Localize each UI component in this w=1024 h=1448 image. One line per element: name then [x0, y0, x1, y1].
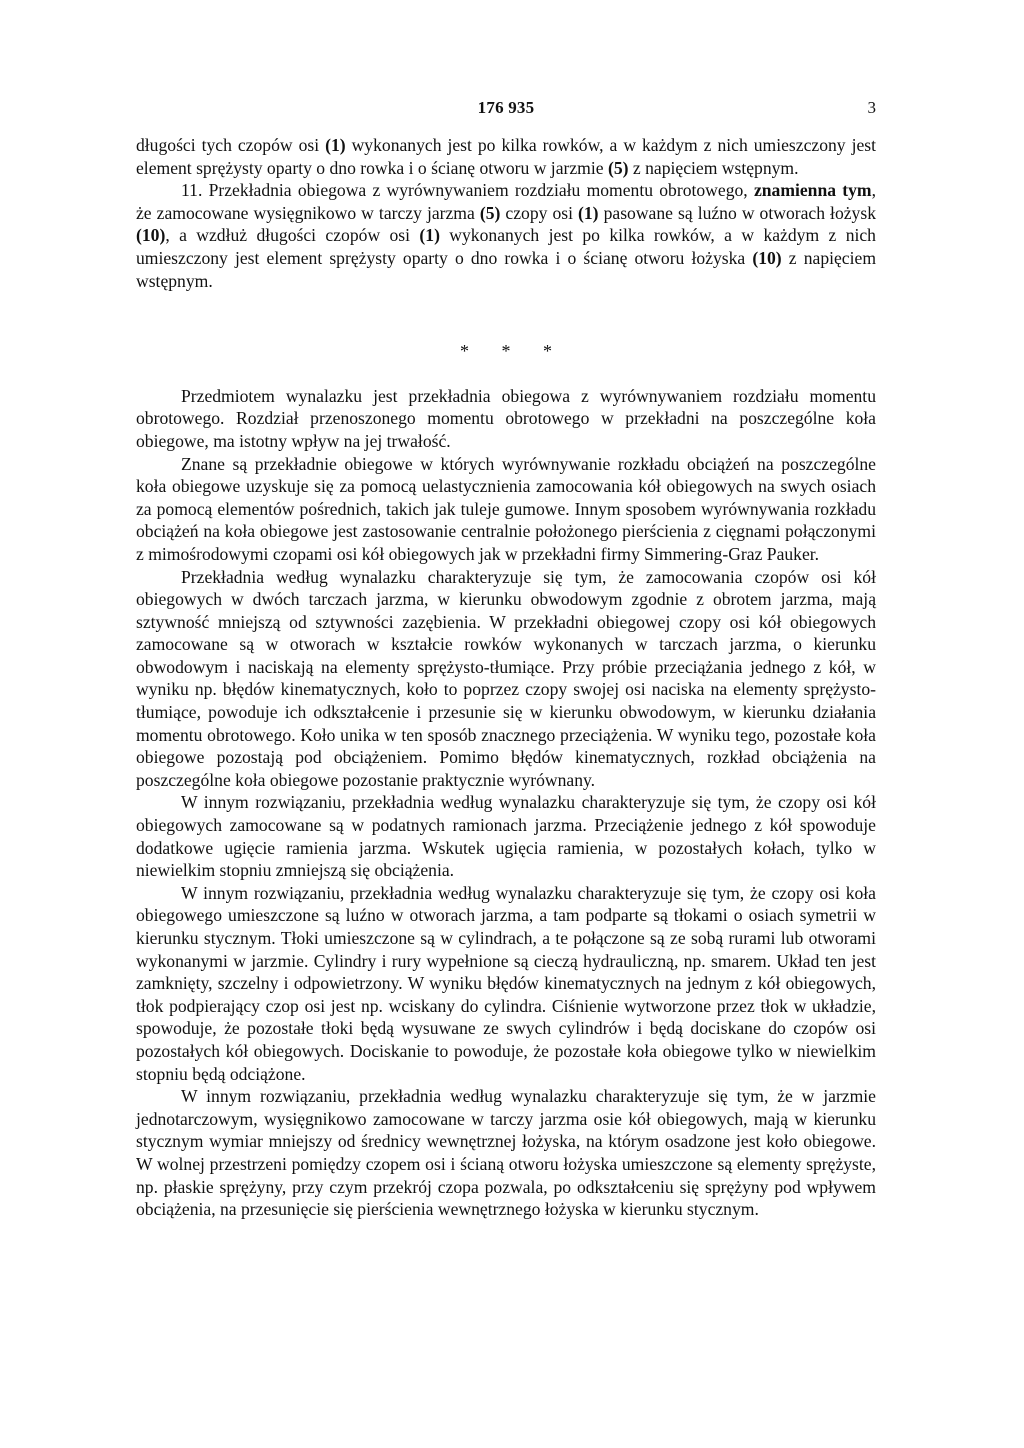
claim-11	[136, 179, 876, 292]
claim-text: z napięciem wstępnym.	[628, 157, 799, 178]
reference-numeral: (1)	[419, 225, 440, 246]
patent-number: 176 935	[477, 98, 535, 117]
claim-text: długości tych czopów osi	[136, 135, 326, 155]
claim-text: 11. Przekładnia obiegowa z wyrównywaniem rozdziału momentu obrotowego,	[181, 180, 754, 201]
document-body	[136, 134, 876, 1221]
reference-numeral: (5)	[607, 157, 629, 178]
page-header	[136, 98, 876, 122]
page-number: 3	[867, 98, 876, 117]
claim-text: , a wzdłuż długości czopów osi	[165, 225, 420, 246]
section-separator: * * *	[460, 341, 566, 362]
claim-text: czopy osi	[500, 202, 579, 223]
description-paragraph: Przedmiotem wynalazku jest przekładnia obiegowa z wyrównywaniem rozdziału momentu obrotowego. Rozdział przenoszonego momentu obrotowego w przekładni na poszczególne koła obiegowe, ma istotny wpływ na jej trwałość.	[136, 385, 876, 451]
description-paragraph: Przekładnia według wynalazku charakteryzuje się tym, że zamocowania czopów osi kół obiegowych w dwóch tarczach jarzma, w kierunku obwodowym zgodnie z obrotem jarzma, mają sztywność mniejszą od sztywności zazębienia. W przekładni obiegowej czopy osi kół obiegowych zamocowane są w otworach w kształcie rowków wykonanych w tarczach jarzma, o kierunku obwodowym i naciskają na elementy sprężysto-tłumiące. Przy próbie przeciążania jednego z kół, w wyniku np. błędów kinematycznych, koło to poprzez czopy swojej osi naciska na elementy sprężysto-tłumiące, powoduje ich odkształcenie i przesunie się w kierunku obwodowym, w kierunku działania momentu obrotowego. Koło unika w ten sposób znacznego przeciążenia. W wyniku tego, pozostałe koła obiegowe pozostają pod obciążeniem. Pomimo błędów kinematycznych, rozkład obciążenia na poszczególne koła obiegowe pozostanie praktycznie wyrównany.	[136, 566, 876, 790]
claim-10-continuation	[136, 134, 876, 179]
reference-numeral: (5)	[479, 202, 501, 223]
claim-text: wykonanych jest po kilka rowków, a w każdym z nich umieszczony jest element sprężysty oparty o dno rowka i o ścianę otworu łożyska	[136, 225, 876, 268]
description-paragraph: W innym rozwiązaniu, przekładnia według wynalazku charakteryzuje się tym, że czopy osi koła obiegowego umieszczone są luźno w otworach jarzma, a tam podparte są tłokami o osiach symetrii w kierunku stycznym. Tłoki umieszczone są w cylindrach, a te połączone są ze sobą rurami lub otworami wykonanymi w jarzmie. Cylindry i rury wypełnione są cieczą hydrauliczną, np. smarem. Układ ten jest zamknięty, szczelny i odpowietrzony. W wyniku błędów kinematycznych na jednym z kół obiegowych, tłok podpierający czop osi jest np. wciskany do cylindra. Ciśnienie wytworzone przez tłok w układzie, spowoduje, że pozostałe tłoki będą wysuwane ze swych cylindrów i będą dociskane do czopów osi pozostałych kół obiegowych. Dociskanie to powoduje, że pozostałe koła obiegowe tylko w niewielkim stopniu będą odciążone.	[136, 882, 876, 1084]
description-paragraph: Znane są przekładnie obiegowe w których wyrównywanie rozkładu obciążeń na poszczególne koła obiegowe uzyskuje się za pomocą uelastycznienia zamocowania kół obiegowych na swych osiach za pomocą elementów pośrednich, takich jak tuleje gumowe. Innym sposobem wyrównywania rozkładu obciążeń na koła obiegowe jest zastosowanie centralnie położonego pierścienia z cięgnami połączonymi z mimośrodowymi czopami osi kół obiegowych jak w przekładni firmy Simmering-Graz Pauker.	[136, 453, 876, 564]
reference-numeral: (10)	[136, 225, 166, 246]
claim-text: wykonanych jest po kilka rowków, a w każdym z nich umieszczony jest element sprężysty oparty o dno rowka i o ścianę otworu w jarzmie	[136, 135, 877, 178]
claim-text: z napięciem wstępnym.	[136, 247, 877, 291]
claim-text: pasowane są luźno w otworach łożysk	[598, 202, 876, 223]
claim-text: , że zamocowane wysięgnikowo w tarczy jarzma	[136, 180, 876, 223]
reference-numeral: (1)	[325, 135, 346, 155]
description-paragraph: W innym rozwiązaniu, przekładnia według wynalazku charakteryzuje się tym, że czopy osi kół obiegowych zamocowane są w podatnych ramionach jarzma. Przeciążenie jednego z kół spowoduje dodatkowe ugięcie ramienia jarzma. Wskutek ugięcia ramienia, w pozostałych kołach, tylko w niewielkim stopniu zmniejszą się obciążenia.	[136, 792, 876, 881]
characterizing-phrase: znamienna tym	[753, 180, 872, 201]
reference-numeral: (1)	[578, 202, 599, 223]
reference-numeral: (10)	[752, 247, 782, 268]
description-paragraph: W innym rozwiązaniu, przekładnia według wynalazku charakteryzuje się tym, że w jarzmie jednotarczowym, wysięgnikowo zamocowane w tarczy jarzma osie kół obiegowych, mają w kierunku stycznym wymiar mniejszy od średnicy wewnętrznej łożyska, na którym osadzone jest koło obiegowe. W wolnej przestrzeni pomiędzy czopem osi i ścianą otworu łożyska umieszczone są elementy sprężyste, np. płaskie sprężyny, przy czym przekrój czopa pozwala, po odkształceniu się sprężyny pod wpływem obciążenia, na przesunięcie się pierścienia wewnętrznego łożyska w kierunku stycznym.	[136, 1086, 876, 1220]
